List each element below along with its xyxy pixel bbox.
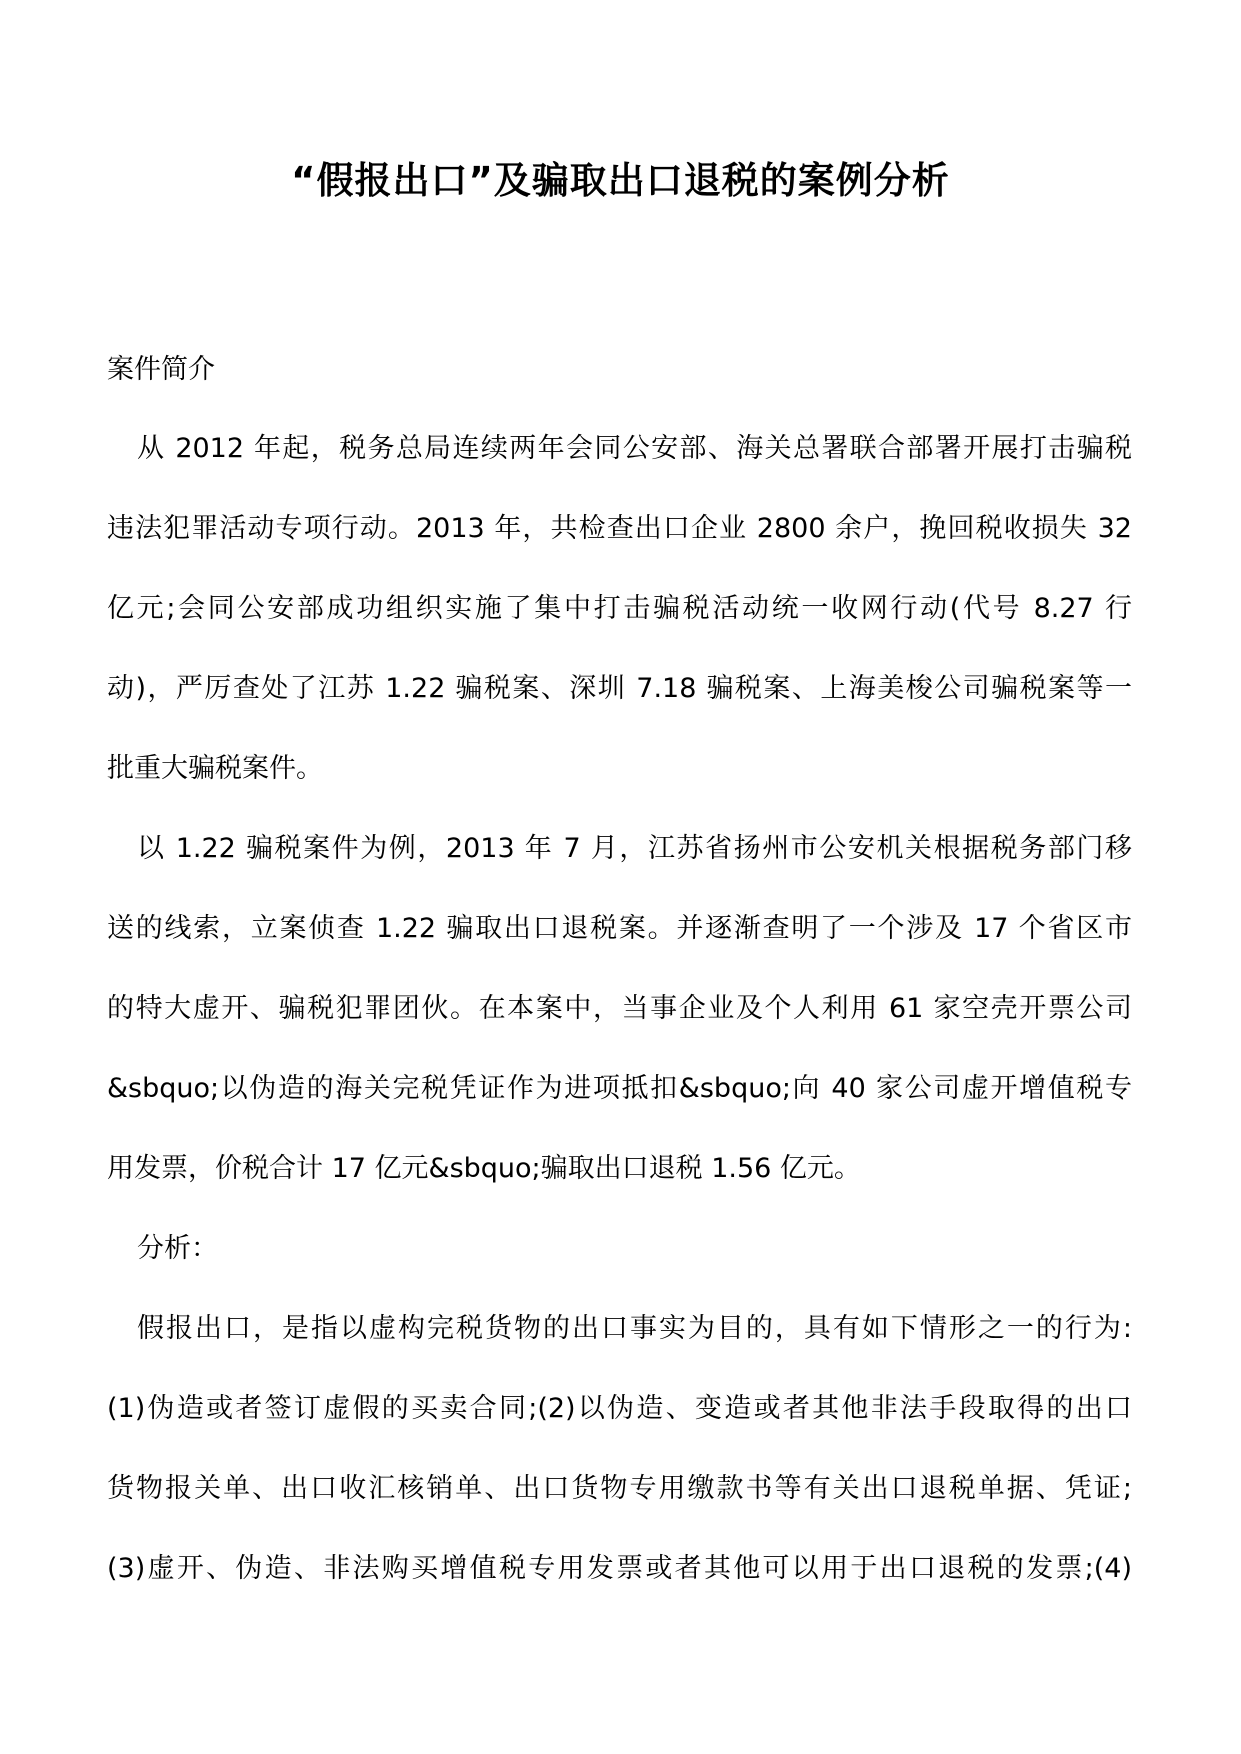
paragraph-line: &sbquo;以伪造的海关完税凭证作为进项抵扣&sbquo;向 40 家公司虚开增值税专 (107, 1073, 1132, 1104)
document-title: “假报出口”及骗取出口退税的案例分析 (291, 159, 950, 202)
analysis-heading: 分析： (137, 1233, 218, 1264)
paragraph-line: 送的线索，立案侦查 1.22 骗取出口退税案。并逐渐查明了一个涉及 17 个省区市 (107, 913, 1132, 944)
paragraph-line: 以 1.22 骗税案件为例，2013 年 7 月，江苏省扬州市公安机关根据税务部门移 (137, 833, 1132, 864)
paragraph-line: 违法犯罪活动专项行动。2013 年，共检查出口企业 2800 余户，挽回税收损失 32 (107, 513, 1132, 544)
paragraph-line: 批重大骗税案件。 (107, 753, 323, 784)
paragraph-line: 货物报关单、出口收汇核销单、出口货物专用缴款书等有关出口退税单据、凭证; (107, 1473, 1132, 1504)
paragraph-line: (1)伪造或者签订虚假的买卖合同;(2)以伪造、变造或者其他非法手段取得的出口 (107, 1393, 1132, 1424)
paragraph-line: 从 2012 年起，税务总局连续两年会同公安部、海关总署联合部署开展打击骗税 (137, 433, 1132, 464)
section-heading: 案件简介 (107, 354, 215, 385)
paragraph-line: 假报出口，是指以虚构完税货物的出口事实为目的，具有如下情形之一的行为: (137, 1313, 1132, 1344)
paragraph-line: 用发票，价税合计 17 亿元&sbquo;骗取出口退税 1.56 亿元。 (107, 1153, 861, 1184)
paragraph-line: 动)，严厉查处了江苏 1.22 骗税案、深圳 7.18 骗税案、上海美梭公司骗税案等一 (107, 673, 1132, 704)
paragraph-line: 亿元;会同公安部成功组织实施了集中打击骗税活动统一收网行动(代号 8.27 行 (107, 593, 1132, 624)
paragraph-line: (3)虚开、伪造、非法购买增值税专用发票或者其他可以用于出口退税的发票;(4) (107, 1553, 1132, 1584)
paragraph-line: 的特大虚开、骗税犯罪团伙。在本案中，当事企业及个人利用 61 家空壳开票公司 (107, 993, 1132, 1024)
